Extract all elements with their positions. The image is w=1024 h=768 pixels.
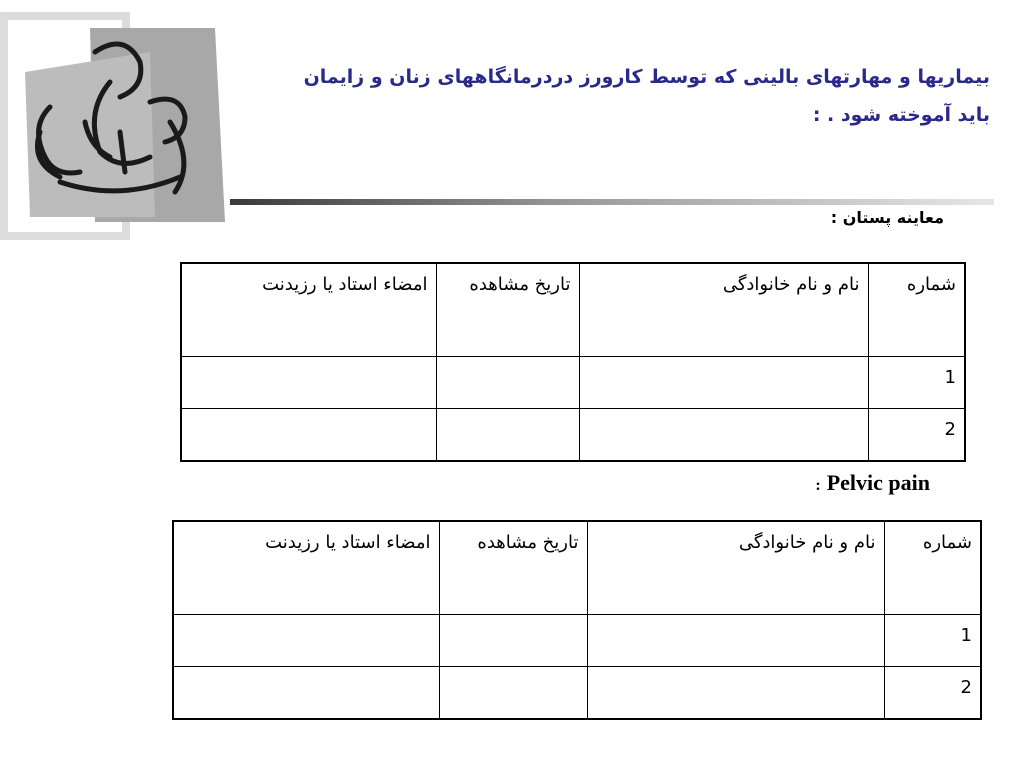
cell-full-name[interactable]	[579, 409, 868, 462]
section-label-breast-exam: معاینه پستان :	[830, 208, 944, 227]
table-row	[173, 667, 981, 720]
cell-observation-date[interactable]	[439, 667, 587, 720]
header-signature: امضاء استاد یا رزیدنت	[173, 521, 439, 615]
cell-number: 1	[884, 615, 981, 667]
mother-child-clipart-logo	[0, 12, 230, 240]
cell-observation-date[interactable]	[436, 409, 579, 462]
cell-observation-date[interactable]	[436, 357, 579, 409]
cell-signature[interactable]	[173, 615, 439, 667]
section-label-text: Pelvic pain	[826, 470, 930, 495]
cell-number: 1	[868, 357, 965, 409]
table-row	[181, 409, 965, 462]
section-label-pelvic-pain	[815, 470, 930, 496]
cell-number: 2	[884, 667, 981, 720]
cell-full-name[interactable]	[587, 667, 884, 720]
cell-signature[interactable]	[181, 357, 436, 409]
slide-title-line2: باید آموخته شود . :	[812, 104, 990, 126]
header-full-name: نام و نام خانوادگی	[587, 521, 884, 615]
breast-exam-table	[180, 262, 966, 462]
header-signature: امضاء استاد یا رزیدنت	[181, 263, 436, 357]
cell-number: 2	[868, 409, 965, 462]
header-number: شماره	[868, 263, 965, 357]
gradient-divider	[230, 199, 994, 205]
cell-full-name[interactable]	[587, 615, 884, 667]
cell-full-name[interactable]	[579, 357, 868, 409]
slide-title	[290, 58, 990, 134]
slide-title-line1: بیماریها و مهارتهای بالینی که توسط کارورز دردرمانگاههای زنان و زایمان	[303, 66, 990, 88]
pelvic-pain-table	[172, 520, 982, 720]
header-observation-date: تاریخ مشاهده	[436, 263, 579, 357]
table-header-row	[181, 263, 965, 357]
table-row	[173, 615, 981, 667]
header-full-name: نام و نام خانوادگی	[579, 263, 868, 357]
header-observation-date: تاریخ مشاهده	[439, 521, 587, 615]
table-row	[181, 357, 965, 409]
header-number: شماره	[884, 521, 981, 615]
cell-signature[interactable]	[173, 667, 439, 720]
cell-signature[interactable]	[181, 409, 436, 462]
table-header-row	[173, 521, 981, 615]
cell-observation-date[interactable]	[439, 615, 587, 667]
section-label-colon: :	[815, 477, 821, 494]
